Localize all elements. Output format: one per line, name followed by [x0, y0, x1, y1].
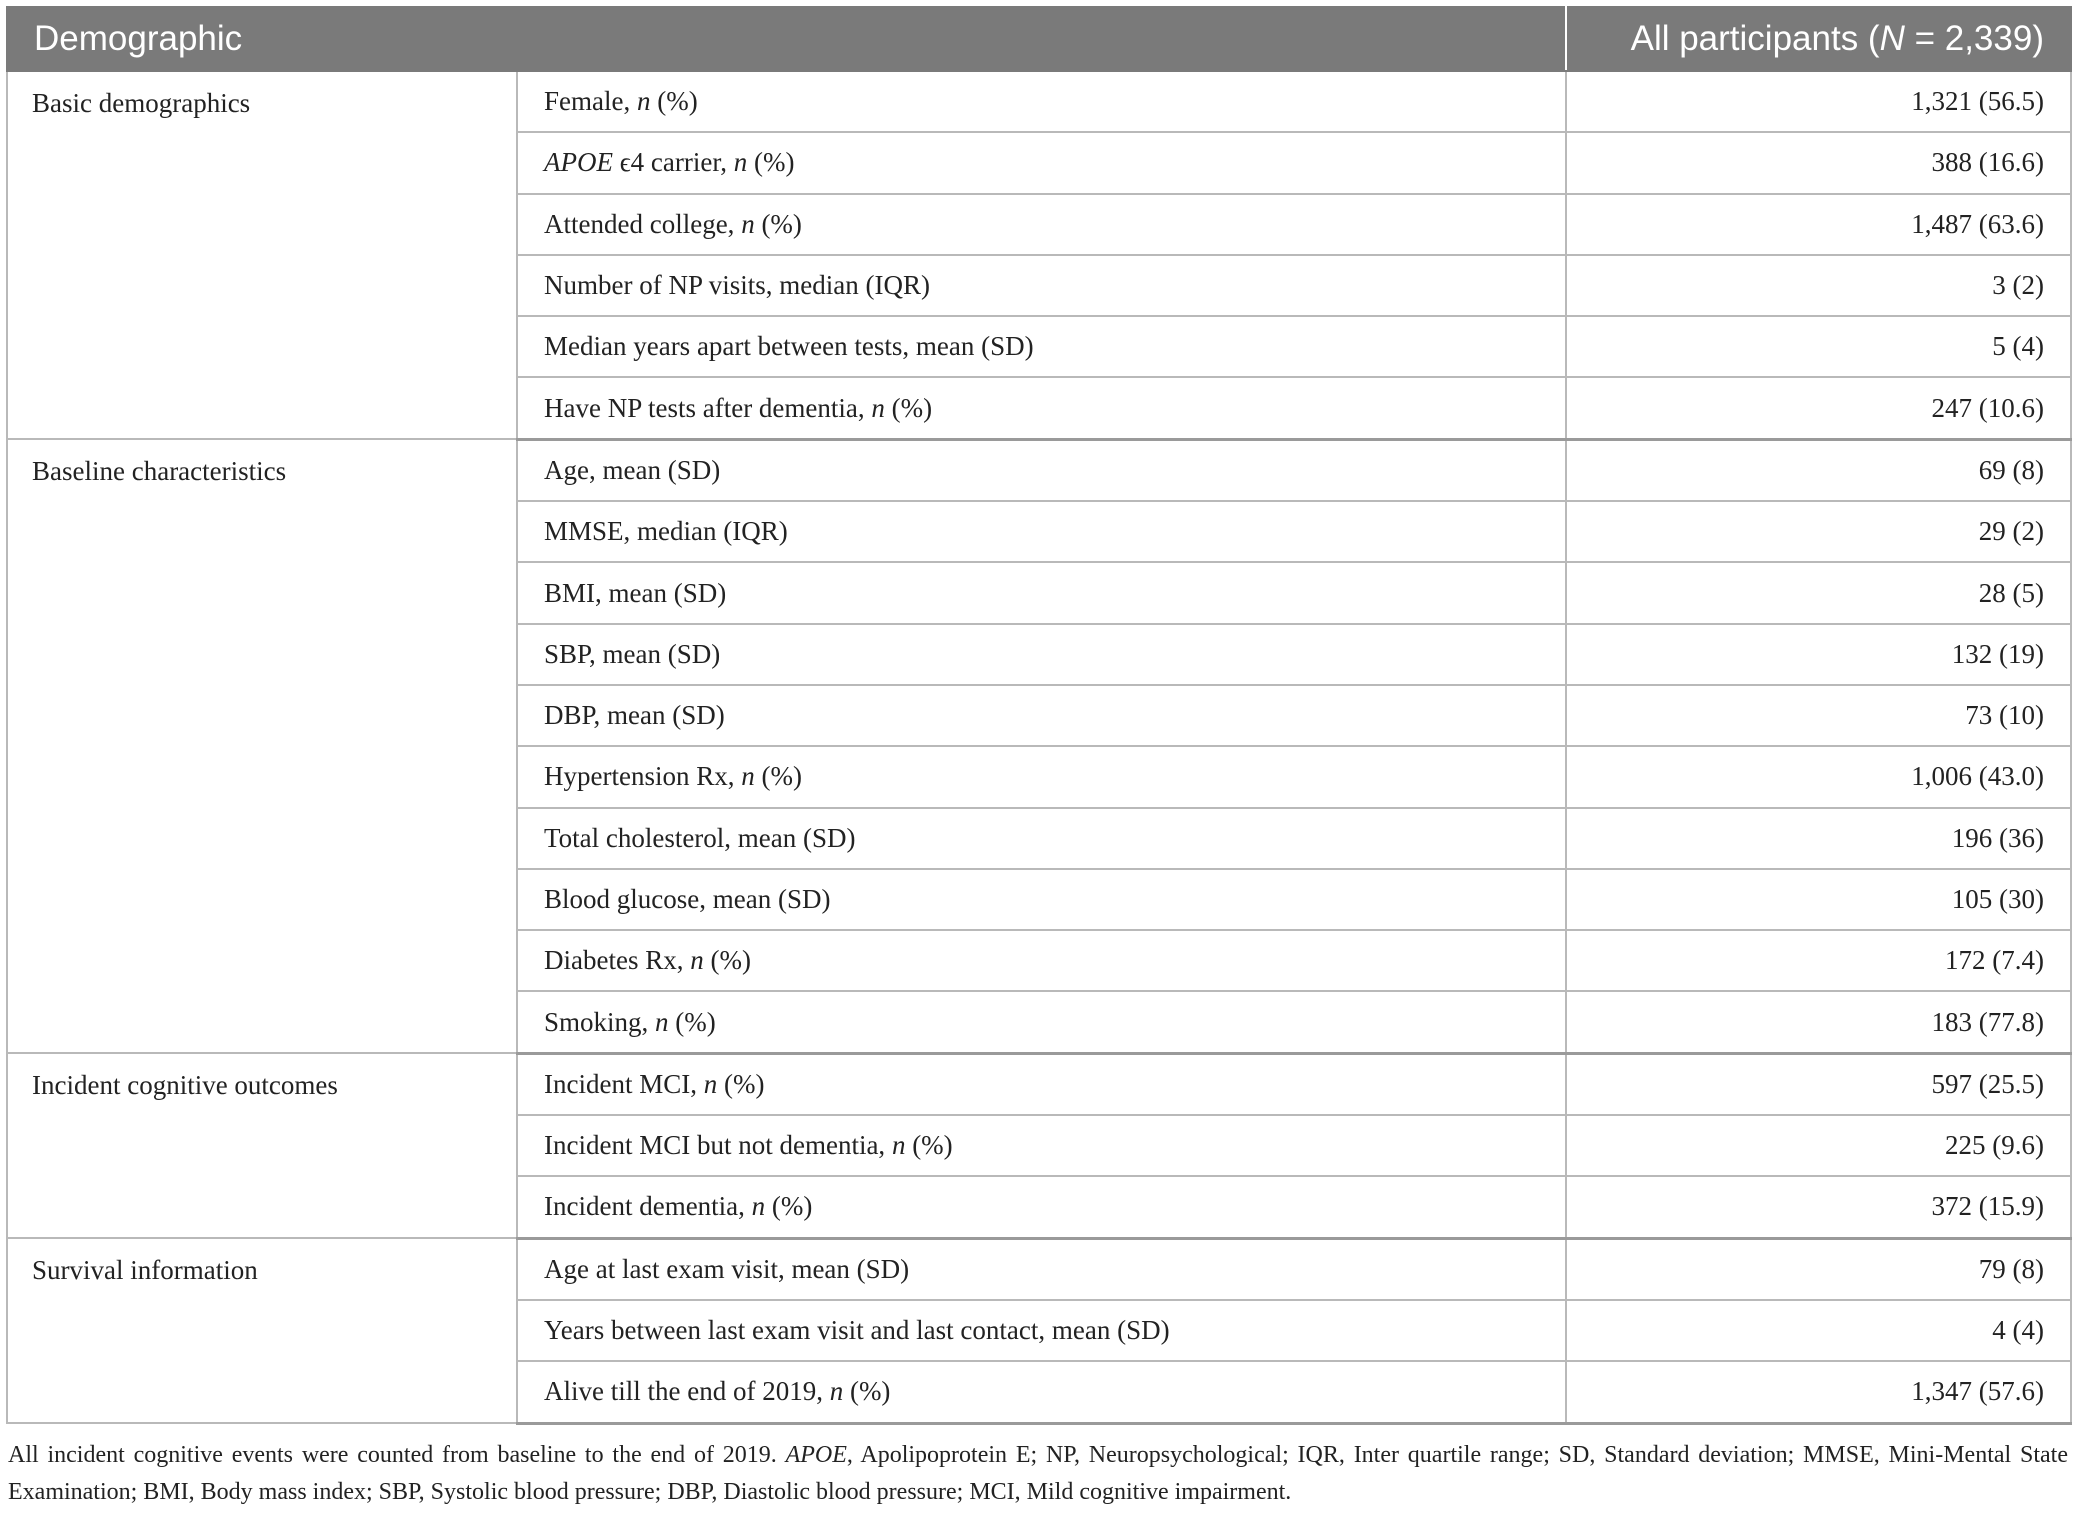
- row-label: BMI, mean (SD): [517, 562, 1566, 623]
- row-value: 225 (9.6): [1566, 1115, 2071, 1176]
- table-footnote: All incident cognitive events were counted from baseline to the end of 2019. APOE, Apolipoprotein E; NP, Neuropsychological; IQR, Inter quartile range; SD, Standard deviation; MMSE, Mini-Mental State Examination; BMI, Body mass index; SBP, Systolic blood pressure; DBP, Diastolic blood pressure; MCI, Mild cognitive impairment.: [8, 1442, 2068, 1505]
- row-label: Incident dementia, n (%): [517, 1176, 1566, 1238]
- row-value: 247 (10.6): [1566, 377, 2071, 439]
- row-value: 1,006 (43.0): [1566, 746, 2071, 807]
- row-label: Attended college, n (%): [517, 194, 1566, 255]
- row-value: 29 (2): [1566, 501, 2071, 562]
- header-all-participants: All participants (N = 2,339): [1566, 7, 2071, 71]
- group-label: Basic demographics: [7, 71, 517, 439]
- group-label: Baseline characteristics: [7, 439, 517, 1053]
- group-label: Survival information: [7, 1238, 517, 1423]
- row-value: 4 (4): [1566, 1300, 2071, 1361]
- table-header: [7, 7, 2071, 71]
- demographics-table-container: [6, 6, 2070, 1425]
- row-label: Total cholesterol, mean (SD): [517, 808, 1566, 869]
- row-label: Age at last exam visit, mean (SD): [517, 1238, 1566, 1300]
- header-row: [7, 7, 2071, 71]
- row-label: SBP, mean (SD): [517, 624, 1566, 685]
- row-value: 79 (8): [1566, 1238, 2071, 1300]
- row-value: 183 (77.8): [1566, 991, 2071, 1053]
- row-value: 1,487 (63.6): [1566, 194, 2071, 255]
- row-label: Number of NP visits, median (IQR): [517, 255, 1566, 316]
- row-value: 28 (5): [1566, 562, 2071, 623]
- row-value: 69 (8): [1566, 439, 2071, 501]
- row-label: Incident MCI but not dementia, n (%): [517, 1115, 1566, 1176]
- row-value: 388 (16.6): [1566, 132, 2071, 193]
- row-value: 172 (7.4): [1566, 930, 2071, 991]
- row-label: Have NP tests after dementia, n (%): [517, 377, 1566, 439]
- demographics-table: [6, 6, 2072, 1425]
- row-label: Female, n (%): [517, 71, 1566, 132]
- row-label: Smoking, n (%): [517, 991, 1566, 1053]
- row-value: 372 (15.9): [1566, 1176, 2071, 1238]
- row-label: Blood glucose, mean (SD): [517, 869, 1566, 930]
- row-value: 196 (36): [1566, 808, 2071, 869]
- row-value: 1,347 (57.6): [1566, 1361, 2071, 1423]
- table-body: [7, 71, 2071, 1423]
- row-label: DBP, mean (SD): [517, 685, 1566, 746]
- row-label: Median years apart between tests, mean (SD): [517, 316, 1566, 377]
- row-value: 105 (30): [1566, 869, 2071, 930]
- row-label: APOE ϵ4 carrier, n (%): [517, 132, 1566, 193]
- table-row: [7, 439, 2071, 501]
- row-value: 73 (10): [1566, 685, 2071, 746]
- row-label: Diabetes Rx, n (%): [517, 930, 1566, 991]
- row-label: Incident MCI, n (%): [517, 1053, 1566, 1115]
- table-row: [7, 1238, 2071, 1300]
- row-label: Age, mean (SD): [517, 439, 1566, 501]
- row-value: 3 (2): [1566, 255, 2071, 316]
- table-row: [7, 1053, 2071, 1115]
- header-demographic: Demographic: [7, 7, 1566, 71]
- row-value: 132 (19): [1566, 624, 2071, 685]
- group-label: Incident cognitive outcomes: [7, 1053, 517, 1238]
- row-label: Alive till the end of 2019, n (%): [517, 1361, 1566, 1423]
- row-value: 597 (25.5): [1566, 1053, 2071, 1115]
- table-row: [7, 71, 2071, 132]
- row-label: MMSE, median (IQR): [517, 501, 1566, 562]
- row-value: 5 (4): [1566, 316, 2071, 377]
- row-label: Hypertension Rx, n (%): [517, 746, 1566, 807]
- row-label: Years between last exam visit and last contact, mean (SD): [517, 1300, 1566, 1361]
- row-value: 1,321 (56.5): [1566, 71, 2071, 132]
